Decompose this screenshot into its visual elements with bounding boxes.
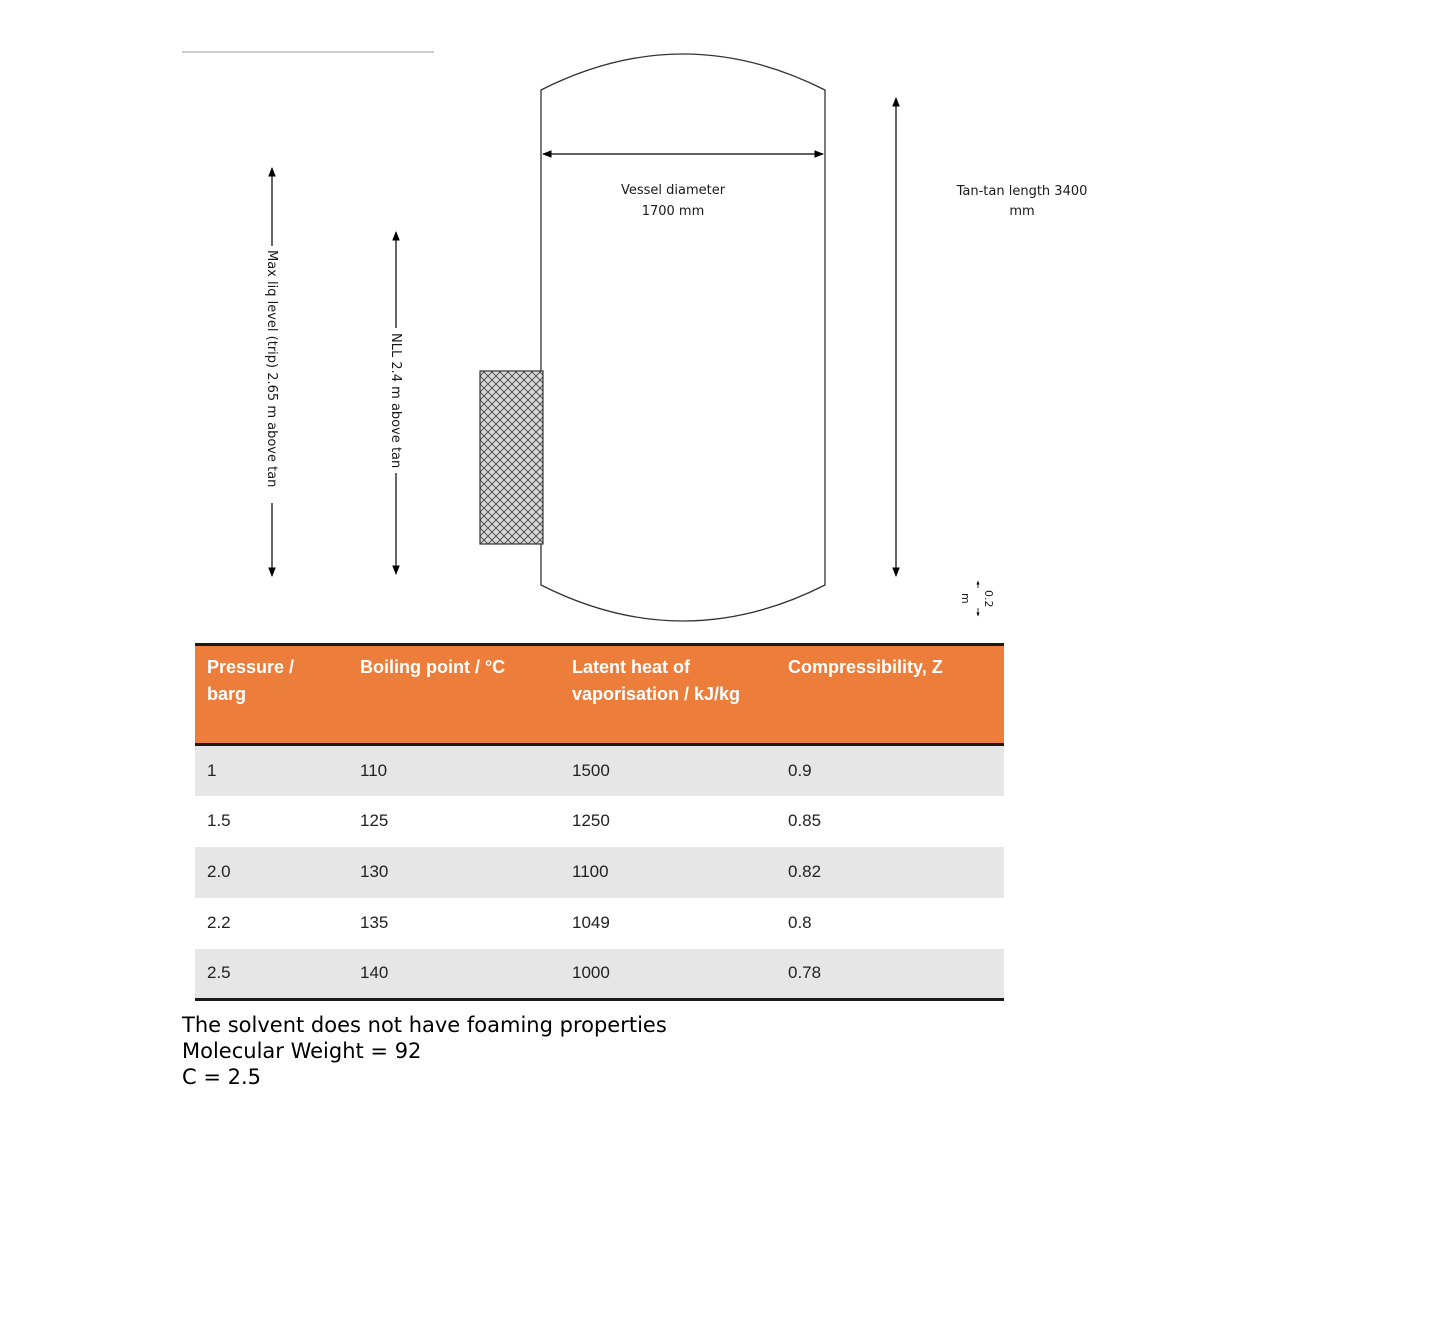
cell-boiling-point: 125	[360, 811, 389, 830]
header-compressibility: Compressibility, Z	[788, 657, 943, 677]
note-molecular-weight: Molecular Weight = 92	[182, 1039, 422, 1063]
vessel-outline	[541, 54, 825, 621]
vessel-diagram	[0, 0, 1435, 640]
table-row	[195, 949, 1004, 1000]
cell-compressibility: 0.78	[788, 963, 822, 983]
note-c-value: C = 2.5	[182, 1065, 262, 1089]
table-row	[195, 847, 1004, 898]
note-foaming: The solvent does not have foaming properties	[182, 1013, 667, 1037]
table-row	[195, 796, 1004, 847]
cell-latent-heat: 1049	[572, 913, 610, 932]
notes-block	[182, 1012, 667, 1090]
cell-pressure: 1.5	[207, 811, 231, 830]
max-liq-label: Max liq level (trip) 2.65 m above tan	[264, 250, 279, 488]
tan-tan-unit: mm	[1009, 204, 1035, 219]
cell-compressibility: 0.82	[788, 862, 822, 881]
small-dim-unit: m	[959, 593, 972, 604]
properties-table	[195, 643, 1004, 1001]
cell-pressure: 2.0	[207, 862, 231, 881]
cell-latent-heat: 1100	[572, 862, 609, 881]
small-dim-value: 0.2	[982, 590, 995, 608]
cell-compressibility: 0.8	[788, 913, 812, 932]
cell-boiling-point: 110	[360, 760, 388, 780]
diameter-label: Vessel diameter	[620, 183, 726, 198]
header-pressure: Pressure / barg	[207, 657, 295, 704]
cell-compressibility: 0.85	[788, 811, 822, 830]
diameter-value: 1700 mm	[641, 204, 705, 219]
table-row	[195, 898, 1004, 949]
table-row	[195, 745, 1004, 796]
cell-boiling-point: 140	[360, 963, 389, 983]
mesh-pad	[480, 371, 543, 544]
cell-boiling-point: 135	[360, 913, 389, 932]
cell-compressibility: 0.9	[788, 760, 812, 780]
cell-boiling-point: 130	[360, 862, 389, 881]
tan-tan-label: Tan-tan length 3400	[956, 184, 1088, 199]
cell-latent-heat: 1250	[572, 811, 610, 830]
cell-pressure: 2.2	[207, 913, 231, 932]
cell-pressure: 2.5	[207, 963, 231, 983]
table-header-row	[195, 645, 1004, 745]
header-boiling-point: Boiling point / °C	[360, 657, 506, 677]
nll-label: NLL 2.4 m above tan	[388, 333, 403, 469]
header-latent-heat: Latent heat of vaporisation / kJ/kg	[572, 657, 741, 704]
cell-latent-heat: 1000	[572, 963, 610, 983]
cell-latent-heat: 1500	[572, 760, 610, 780]
cell-pressure: 1	[207, 760, 217, 780]
